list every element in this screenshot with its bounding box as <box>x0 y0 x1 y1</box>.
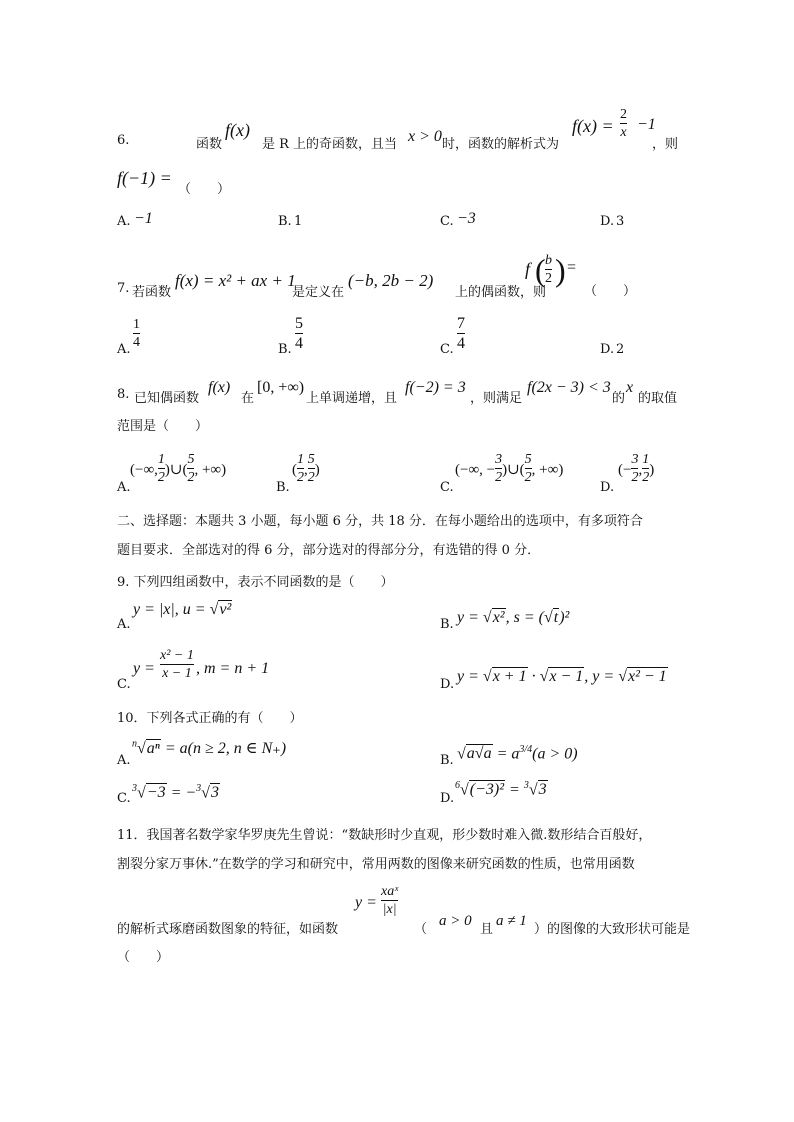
question-text: 上的偶函数，则 <box>455 285 547 300</box>
root-index: 3 <box>196 783 202 794</box>
root-index: 3 <box>523 780 529 791</box>
denominator: 4 <box>133 335 140 350</box>
exponent: 3/4 <box>519 744 533 755</box>
math-expression: f(2x − 3) < 3 <box>527 379 611 396</box>
math-part: y = <box>457 609 483 626</box>
question-text: 已知偶函数 <box>134 391 200 406</box>
interval-part: (−∞, <box>130 461 158 478</box>
math-expression: f(x) = x² + ax + 1 <box>175 271 296 290</box>
root-index: n <box>132 738 137 750</box>
fraction <box>495 452 502 485</box>
numerator: 3 <box>631 452 639 467</box>
numerator: 1 <box>642 452 650 467</box>
math-part: y = <box>355 894 377 911</box>
denominator: 4 <box>457 335 465 352</box>
radicand: x + 1 <box>492 668 527 685</box>
numerator: 5 <box>524 452 532 467</box>
interval-part: )∪( <box>164 461 188 478</box>
numerator: 2 <box>620 107 627 122</box>
denominator: 2 <box>187 470 195 485</box>
denominator: 2 <box>157 470 165 485</box>
numerator: 5 <box>307 452 315 467</box>
question-text: 上单调递增，且 <box>306 391 398 406</box>
math-part: = a <box>492 745 520 763</box>
root-index: 3 <box>132 783 137 794</box>
question-text: 11．我国著名数学家华罗庚先生曾说：“数缺形时少直观，形少数时难入微.数形结合百般好， <box>117 828 652 843</box>
option-value: 3 <box>616 214 625 229</box>
radicand: t <box>553 609 559 626</box>
math-expression: f(−1) = <box>117 168 172 188</box>
option-label: B. <box>278 342 292 357</box>
math-part: a > 0 <box>439 913 472 929</box>
fraction <box>642 452 649 485</box>
fraction <box>525 452 532 485</box>
question-text: 的取值 <box>638 391 678 406</box>
numerator: 3 <box>495 452 503 467</box>
numerator: 5 <box>187 452 195 467</box>
denominator: 2 <box>524 470 532 485</box>
math-part: = − <box>166 784 197 802</box>
question-text: 且 <box>480 922 494 937</box>
option-label: D. <box>440 791 455 806</box>
question-text: 10．下列各式正确的有（ ） <box>117 711 303 726</box>
denominator: x − 1 <box>162 666 192 681</box>
question-number: 7. <box>117 281 130 296</box>
interval-part: (−∞, − <box>455 461 496 478</box>
fraction <box>158 452 165 485</box>
interval-part: ) <box>314 461 320 478</box>
math-part: = <box>505 781 524 799</box>
question-text: ，则 <box>652 137 679 152</box>
interval-part: , <box>304 461 308 478</box>
section-text: 题目要求．全部选对的得 6 分，部分选对的得部分分，有选错的得 0 分． <box>117 543 541 558</box>
math-paren: ) <box>555 252 566 288</box>
interval-part: , <box>638 461 643 478</box>
option-label: D. <box>600 214 615 229</box>
question-text: 9. 下列四组函数中，表示不同函数的是（ ） <box>117 575 394 590</box>
math-part: (a > 0) <box>532 745 578 763</box>
option-value: $^6$√(−3)² = $^3$√3 <box>455 780 547 799</box>
option-label: A. <box>117 342 131 357</box>
fraction <box>187 452 194 485</box>
math-part: y = <box>133 660 155 677</box>
radicand: 3 <box>538 781 547 799</box>
option-label: C. <box>440 214 454 229</box>
root-index: 6 <box>455 780 460 791</box>
option-value: y = √x², s = (√t)² <box>457 609 570 626</box>
radicand: x² − 1 <box>627 668 667 685</box>
denominator: 2 <box>631 470 639 485</box>
option-label: B. <box>276 480 290 495</box>
denominator: 2 <box>495 470 503 485</box>
numerator: 7 <box>457 315 465 332</box>
option-label: D. <box>600 342 615 357</box>
option-value: −1 <box>134 210 153 227</box>
question-number: 8. <box>117 387 130 402</box>
denominator: 2 <box>307 470 315 485</box>
fraction <box>545 253 552 286</box>
numerator: x² − 1 <box>160 648 194 663</box>
fraction <box>297 452 304 485</box>
math-expression: [0, +∞) <box>257 379 305 396</box>
question-text: 若函数 <box>132 285 172 300</box>
option-value <box>292 454 320 487</box>
math-expression: f(x) <box>208 379 231 396</box>
question-text: 在 <box>241 391 255 406</box>
math-part: y = <box>457 668 483 685</box>
denominator: 2 <box>545 271 552 286</box>
math-part: )² <box>559 609 570 626</box>
radicand: a√a <box>466 745 492 763</box>
question-text: 范围是（ ） <box>117 419 209 434</box>
math-expression: f <box>525 259 531 279</box>
option-label: A. <box>117 480 131 495</box>
math-part: y = |x|, u = <box>133 601 210 618</box>
fraction <box>620 107 627 140</box>
math-expression: f(x) = <box>572 116 614 136</box>
interval-part: , +∞) <box>194 461 227 478</box>
option-label: B. <box>440 753 454 768</box>
fraction <box>457 315 465 352</box>
math-paren: ( <box>535 252 546 288</box>
math-part: , s = ( <box>505 609 544 626</box>
numerator: 1 <box>297 452 304 467</box>
fraction <box>295 315 303 352</box>
math-expression: f(x) <box>225 120 250 140</box>
option-label: C. <box>117 791 131 806</box>
radicand: aⁿ <box>146 740 160 757</box>
interval-part: , +∞) <box>531 461 564 478</box>
interval-part: )∪( <box>502 461 525 478</box>
question-text: 函数 <box>196 137 223 152</box>
option-value <box>130 454 226 487</box>
math-expression: f(−2) = 3 <box>405 379 466 396</box>
radicand: −3 <box>146 784 166 802</box>
radicand: (−3)² <box>469 781 505 799</box>
question-text: ，则满足 <box>470 391 523 406</box>
option-value: 2 <box>616 342 625 357</box>
fraction <box>631 452 638 485</box>
section-text: 二、选择题：本题共 3 小题，每小题 6 分，共 18 分．在每小题给出的选项中，有多项符合 <box>117 514 643 529</box>
option-value: −3 <box>457 210 476 227</box>
question-text: （ <box>414 922 428 937</box>
fraction <box>160 648 194 681</box>
option-label: B. <box>278 214 292 229</box>
math-part: , m = n + 1 <box>196 660 270 677</box>
option-label: D. <box>440 677 455 692</box>
question-text: 的解析式琢磨函数图象的特征，如函数 <box>117 922 339 937</box>
option-value: 1 <box>294 214 303 229</box>
option-label: C. <box>440 480 454 495</box>
math-part: , y = <box>584 668 619 685</box>
option-value <box>618 454 654 487</box>
numerator: 5 <box>295 315 303 332</box>
fraction <box>381 884 398 917</box>
math-expression: x <box>626 379 634 396</box>
answer-paren: （ ） <box>178 182 231 197</box>
math-expression: x > 0 <box>408 128 442 145</box>
radicand: x − 1 <box>549 668 584 685</box>
answer-paren: （ ） <box>584 284 637 299</box>
option-label: A. <box>117 214 131 229</box>
option-label: C. <box>440 342 454 357</box>
math-part: = a(n ≥ 2, n ∈ N₊) <box>160 740 287 757</box>
numerator: b <box>545 253 552 268</box>
option-label: C. <box>117 677 131 692</box>
option-value: $^n$√aⁿ = a(n ≥ 2, n ∈ N₊) <box>132 738 287 757</box>
numerator: 1 <box>157 452 165 467</box>
interval-part: ) <box>649 461 655 478</box>
option-value: $^3$√−3 = −$^3$√3 <box>132 783 219 802</box>
question-text: 是 R 上的奇函数，且当 <box>262 137 398 152</box>
question-text: 的 <box>612 391 626 406</box>
question-number: 6. <box>117 133 130 148</box>
math-expression: −1 <box>637 116 656 133</box>
math-part: · <box>527 668 540 685</box>
option-value: y = |x|, u = √v² <box>133 601 232 618</box>
radicand: 3 <box>210 784 219 802</box>
math-expression: = <box>567 259 577 276</box>
interval-part: ( <box>292 461 297 478</box>
option-label: D. <box>600 480 615 495</box>
option-value <box>455 454 563 487</box>
fraction <box>133 317 140 350</box>
interval-part: (− <box>618 461 632 478</box>
option-label: A. <box>117 753 131 768</box>
denominator: 2 <box>297 470 304 485</box>
question-text: 割裂分家万事休.”在数学的学习和研究中，常用两数的图像来研究函数的性质，也常用函数 <box>117 857 635 872</box>
numerator: xaˣ <box>381 884 399 899</box>
question-text: 时，函数的解析式为 <box>442 137 560 152</box>
math-part: a ≠ 1 <box>496 913 527 929</box>
numerator: 1 <box>133 317 140 332</box>
option-value: y = √x + 1 · √x − 1, y = √x² − 1 <box>457 668 667 685</box>
denominator: |x| <box>382 902 397 917</box>
radicand: v² <box>219 601 232 618</box>
radicand: x² <box>492 609 505 626</box>
option-label: B. <box>440 617 454 632</box>
option-label: A. <box>117 617 131 632</box>
fraction <box>308 452 315 485</box>
question-text: 是定义在 <box>292 285 345 300</box>
denominator: 4 <box>295 335 303 352</box>
denominator: 2 <box>642 470 650 485</box>
answer-paren: （ ） <box>117 950 170 965</box>
question-text: ）的图像的大致形状可能是 <box>534 922 691 937</box>
option-value: $√a√a = a^{3/4}(a > 0)$ <box>457 744 578 763</box>
denominator: x <box>620 125 627 140</box>
math-expression: (−b, 2b − 2) <box>348 271 434 290</box>
